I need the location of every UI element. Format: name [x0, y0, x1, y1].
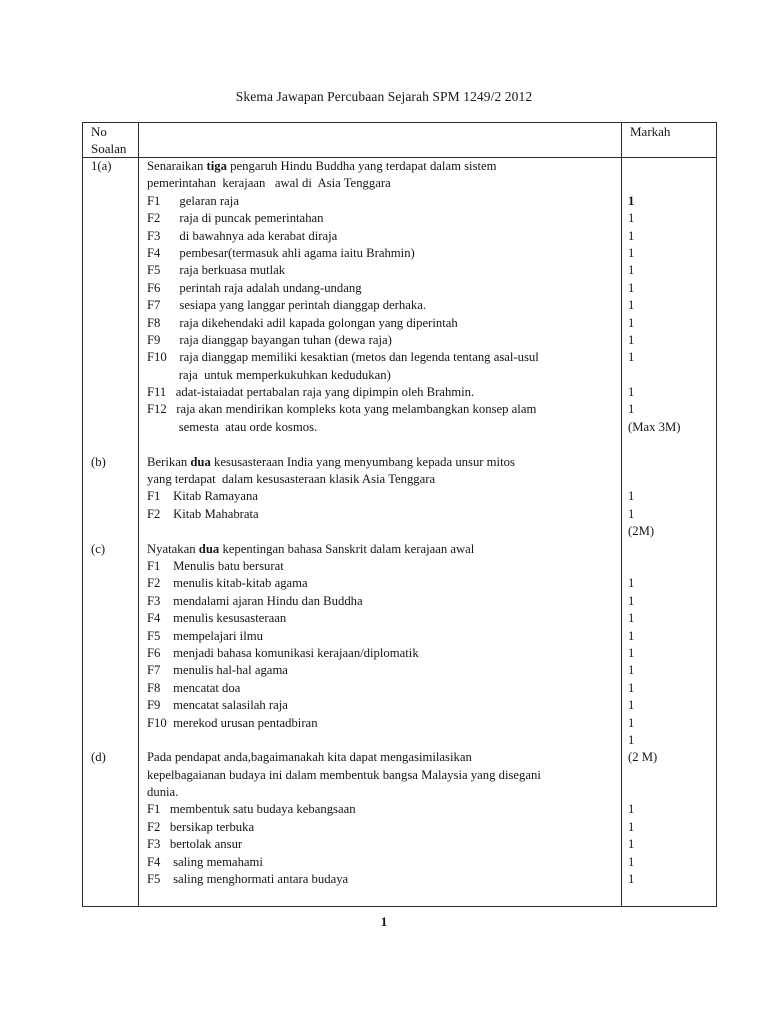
- marks-column: [621, 158, 716, 906]
- question-number-cell: [83, 575, 138, 592]
- content-line: F5 raja berkuasa mutlak: [147, 263, 286, 278]
- mark-cell: (2 M): [628, 750, 658, 765]
- content-line: [139, 436, 621, 453]
- question-number-cell: [83, 367, 138, 384]
- question-number-cell: (d): [91, 750, 106, 765]
- content-line: F2 bersikap terbuka: [147, 819, 255, 834]
- document-title: Skema Jawapan Percubaan Sejarah SPM 1249/2 2012: [235, 89, 533, 104]
- mark-cell: (Max 3M): [628, 419, 681, 434]
- content-line: F7 menulis hal-hal agama: [147, 663, 288, 678]
- question-number-cell: [83, 471, 138, 488]
- mark-cell: 1: [628, 732, 635, 747]
- question-number-cell: [83, 384, 138, 401]
- mark-cell: 1: [628, 263, 635, 278]
- content-line: F5 saling menghormati antara budaya: [147, 872, 349, 887]
- mark-cell: 1: [628, 680, 635, 695]
- content-line: F2 Kitab Mahabrata: [147, 506, 259, 521]
- mark-cell: [622, 784, 716, 801]
- mark-cell: 1: [628, 332, 635, 347]
- question-number-cell: [83, 819, 138, 836]
- mark-cell: [622, 558, 716, 575]
- mark-cell: 1: [628, 698, 635, 713]
- question-number-cell: [83, 888, 138, 905]
- mark-cell: 1: [628, 628, 635, 643]
- content-line: F2 raja di puncak pemerintahan: [147, 211, 324, 226]
- question-number-cell: [83, 593, 138, 610]
- question-number-cell: [83, 645, 138, 662]
- question-number-cell: [83, 280, 138, 297]
- mark-cell: 1: [628, 402, 635, 417]
- question-number-cell: [83, 193, 138, 210]
- content-line: kepelbagaianan budaya ini dalam membentuk bangsa Malaysia yang disegani: [147, 767, 541, 782]
- content-line: F7 sesiapa yang langgar perintah dianggap derhaka.: [147, 298, 427, 313]
- question-number-cell: [83, 715, 138, 732]
- content-line: [139, 888, 621, 905]
- content-line: F5 mempelajari ilmu: [147, 628, 263, 643]
- content-line: F12 raja akan mendirikan kompleks kota yang melambangkan konsep alam: [147, 402, 537, 417]
- content-line: F6 perintah raja adalah undang-undang: [147, 280, 362, 295]
- question-number-cell: (b): [91, 454, 106, 469]
- question-number-cell: 1(a): [91, 159, 112, 173]
- mark-cell: 1: [628, 663, 635, 678]
- content-line: F2 menulis kitab-kitab agama: [147, 576, 308, 591]
- question-number-cell: [83, 488, 138, 505]
- mark-cell: 1: [628, 715, 635, 730]
- question-number-cell: [83, 697, 138, 714]
- mark-cell: 1: [628, 837, 635, 852]
- question-number-cell: [83, 262, 138, 279]
- content-line: dunia.: [147, 785, 179, 800]
- question-number-cell: [83, 228, 138, 245]
- question-number-cell: [83, 628, 138, 645]
- mark-cell: 1: [628, 576, 635, 591]
- question-number-cell: [83, 506, 138, 523]
- question-number-cell: [83, 784, 138, 801]
- question-number-cell: [83, 210, 138, 227]
- question-number-cell: [83, 436, 138, 453]
- question-number-cell: [83, 401, 138, 418]
- mark-cell: 1: [628, 193, 635, 208]
- content-line: F3 di bawahnya ada kerabat diraja: [147, 228, 338, 243]
- content-line: F6 menjadi bahasa komunikasi kerajaan/diplomatik: [147, 645, 419, 660]
- mark-cell: [622, 888, 716, 905]
- answer-content-column: [139, 158, 621, 906]
- mark-cell: [622, 541, 716, 558]
- mark-cell: 1: [628, 611, 635, 626]
- content-line: F3 bertolak ansur: [147, 837, 243, 852]
- content-line: semesta atau orde kosmos.: [147, 419, 318, 434]
- mark-cell: 1: [628, 385, 635, 400]
- content-line: Senaraikan tiga pengaruh Hindu Buddha yang terdapat dalam sistem: [147, 159, 497, 173]
- mark-cell: [622, 436, 716, 453]
- mark-cell: 1: [628, 350, 635, 365]
- mark-cell: 1: [628, 228, 635, 243]
- content-line: F9 mencatat salasilah raja: [147, 698, 288, 713]
- content-line: [139, 523, 621, 540]
- question-number-cell: [83, 297, 138, 314]
- mark-cell: 1: [628, 298, 635, 313]
- mark-cell: [622, 367, 716, 384]
- mark-cell: 1: [628, 315, 635, 330]
- content-line: F1 Menulis batu bersurat: [147, 558, 284, 573]
- table-header-row: [83, 123, 716, 158]
- content-line: pemerintahan kerajaan awal di Asia Tenggara: [147, 176, 391, 191]
- header-no-line2: Soalan: [91, 141, 127, 156]
- question-number-cell: [83, 801, 138, 818]
- mark-cell: 1: [628, 872, 635, 887]
- question-number-cell: [83, 315, 138, 332]
- question-number-cell: [83, 332, 138, 349]
- mark-cell: 1: [628, 593, 635, 608]
- content-line: Berikan dua kesusasteraan India yang menyumbang kepada unsur mitos: [147, 454, 515, 469]
- header-no-line1: No: [91, 124, 107, 139]
- question-number-cell: [83, 523, 138, 540]
- content-line: F1 membentuk satu budaya kebangsaan: [147, 802, 356, 817]
- mark-cell: 1: [628, 506, 635, 521]
- question-number-cell: [83, 871, 138, 888]
- question-number-column: [83, 158, 139, 906]
- mark-cell: [622, 471, 716, 488]
- content-line: F4 saling memahami: [147, 854, 263, 869]
- content-line: F10 raja dianggap memiliki kesaktian (metos dan legenda tentang asal-usul: [147, 350, 539, 365]
- content-line: F1 gelaran raja: [147, 193, 239, 208]
- content-line: F4 menulis kesusasteraan: [147, 611, 287, 626]
- mark-cell: (2M): [628, 524, 655, 539]
- content-line: F1 Kitab Ramayana: [147, 489, 258, 504]
- mark-cell: [622, 454, 716, 471]
- question-number-cell: [83, 662, 138, 679]
- question-number-cell: [83, 558, 138, 575]
- page-number: 1: [380, 914, 388, 929]
- header-question-column: [139, 123, 621, 157]
- header-no-soalan: [83, 123, 139, 157]
- content-line: F10 merekod urusan pentadbiran: [147, 715, 318, 730]
- question-number-cell: [83, 836, 138, 853]
- mark-cell: 1: [628, 211, 635, 226]
- content-line: F11 adat-istaiadat pertabalan raja yang dipimpin oleh Brahmin.: [147, 385, 475, 400]
- question-number-cell: [83, 610, 138, 627]
- question-number-cell: [83, 732, 138, 749]
- content-line: Pada pendapat anda,bagaimanakah kita dapat mengasimilasikan: [147, 750, 472, 765]
- mark-cell: 1: [628, 819, 635, 834]
- mark-cell: [622, 158, 716, 175]
- content-line: F8 mencatat doa: [147, 680, 241, 695]
- question-number-cell: [83, 349, 138, 366]
- content-line: F3 mendalami ajaran Hindu dan Buddha: [147, 593, 363, 608]
- content-line: Nyatakan dua kepentingan bahasa Sanskrit dalam kerajaan awal: [147, 541, 475, 556]
- mark-cell: 1: [628, 802, 635, 817]
- mark-cell: 1: [628, 645, 635, 660]
- content-line: [139, 732, 621, 749]
- table-body: [83, 158, 716, 906]
- question-number-cell: (c): [91, 541, 106, 556]
- mark-cell: [622, 767, 716, 784]
- question-number-cell: [83, 854, 138, 871]
- question-number-cell: [83, 419, 138, 436]
- header-markah: Markah: [621, 123, 716, 157]
- answer-table: [82, 122, 717, 907]
- content-line: F9 raja dianggap bayangan tuhan (dewa raja): [147, 332, 392, 347]
- content-line: F4 pembesar(termasuk ahli agama iaitu Brahmin): [147, 245, 415, 260]
- question-number-cell: [83, 680, 138, 697]
- mark-cell: 1: [628, 489, 635, 504]
- mark-cell: 1: [628, 280, 635, 295]
- mark-cell: 1: [628, 245, 635, 260]
- content-line: yang terdapat dalam kesusasteraan klasik Asia Tenggara: [147, 472, 436, 487]
- mark-cell: 1: [628, 854, 635, 869]
- question-number-cell: [83, 767, 138, 784]
- question-number-cell: [83, 245, 138, 262]
- mark-cell: [622, 175, 716, 192]
- content-line: raja untuk memperkukuhkan kedudukan): [147, 367, 391, 382]
- content-line: F8 raja dikehendaki adil kapada golongan yang diperintah: [147, 315, 458, 330]
- question-number-cell: [83, 175, 138, 192]
